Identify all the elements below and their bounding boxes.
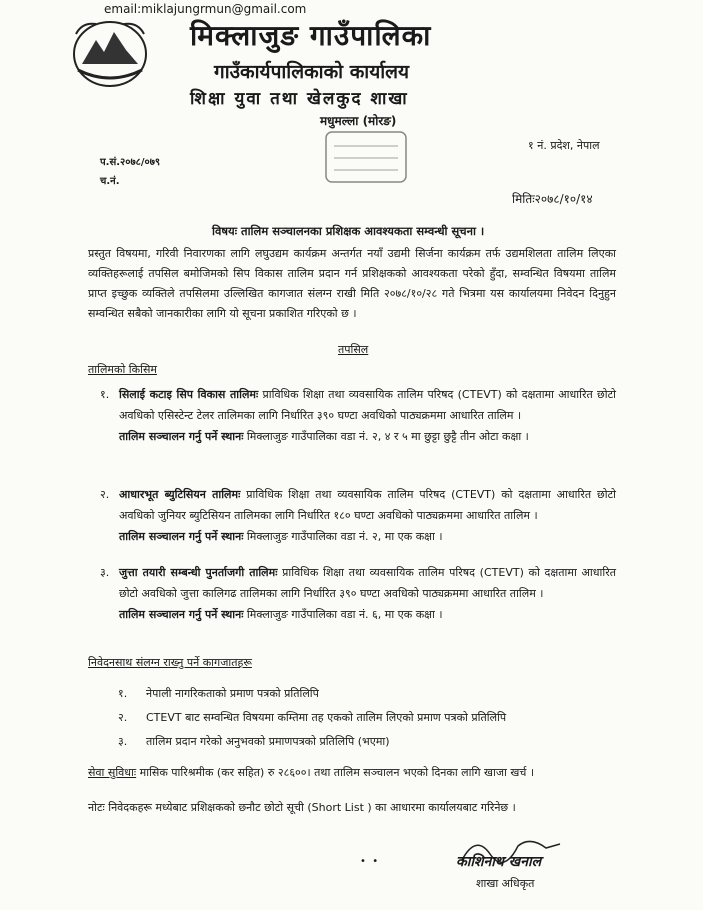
municipality-title: मिक्लाजुङ गाउँपालिका — [190, 19, 432, 52]
office-stamp — [322, 126, 410, 186]
venue-text: मिक्लाजुङ गाउँपालिका वडा नं. २, ४ र ५ मा छुट्टा छुट्टै तीन ओटा कक्षा । — [243, 430, 529, 443]
training-description: प्राविधिक शिक्षा तथा व्यवसायिक तालिम परिषद (CTEVT) को दक्षतामा आधारित छोटो अवधिको जुत्ता कालिगढ तालिमका लागि निर्धारित ३९० घण्टा अवधिको पाठ्यक्रममा आधारित तालिम । — [119, 566, 616, 600]
service-label: सेवा सुविधाः — [88, 766, 137, 779]
venue-label: तालिम सञ्चालन गर्नु पर्ने स्थानः — [119, 608, 244, 621]
documents-heading: निवेदनसाथ संलग्न राख्नु पर्ने कागजातहरू — [88, 656, 252, 669]
venue-label: तालिम सञ्चालन गर्नु पर्ने स्थानः — [119, 530, 244, 543]
address: मधुमल्ला (मोरङ) — [320, 114, 397, 128]
training-number: २. — [100, 488, 110, 501]
dispatch-number: च.नं. — [100, 176, 120, 187]
branch-title: शिक्षा युवा तथा खेलकुद शाखा — [190, 89, 409, 109]
training-name: सिलाई कटाइ सिप विकास तालिमः — [119, 388, 259, 401]
document-number: २. — [118, 711, 128, 724]
document-item — [118, 686, 319, 701]
notice-date: मितिः२०७८/१०/१४ — [512, 192, 593, 206]
document-item — [118, 734, 390, 749]
training-number: ३. — [100, 566, 110, 579]
training-item — [92, 562, 616, 625]
document-number: ३. — [118, 735, 128, 748]
emblem-logo — [68, 14, 152, 92]
service-benefits — [88, 762, 608, 783]
email: email:miklajungrmun@gmail.com — [104, 2, 307, 16]
training-item — [92, 484, 616, 547]
document-text: नेपाली नागरिकताको प्रमाण पत्रको प्रतिलिपि — [146, 687, 319, 700]
intro-paragraph: प्रस्तुत विषयमा, गरिवी निवारणका लागि लघुउद्यम कार्यक्रम अन्तर्गत नयाँ उद्यमी सिर्जना कार्यक्रम तर्फ उद्यमशिलता तालिम लिएका व्यक्तिहरूलाई तपसिल बमोजिमको सिप विकास तालिम प्रदान गर्न प्रशिक्षकको आवश्यकता परेको हुँदा, सम्वन्धित विषयमा तालिम प्राप्त इच्छुक व्यक्तिले तपसिलमा उल्लिखित कागजात संलग्न राखी मिति २०७८/१०/२८ गते भित्रमा यस कार्यालयमा निवेदन दिनुहुन सम्वन्धित सबैको जानकारीका लागि यो सूचना प्रकाशित गरिएको छ । — [88, 247, 616, 320]
training-description: प्राविधिक शिक्षा तथा व्यवसायिक तालिम परिषद (CTEVT) को दक्षतामा आधारित छोटो अवधिको एसिस्टेन्ट टेलर तालिमका लागि निर्धारित ३९० घण्टा अवधिको पाठ्यक्रममा आधारित तालिम । — [119, 388, 616, 422]
document-text: CTEVT बाट सम्वन्धित विषयमा कम्तिमा तह एकको तालिम लिएको प्रमाण पत्रको प्रतिलिपि — [146, 711, 507, 724]
training-description: प्राविधिक शिक्षा तथा व्यवसायिक तालिम परिषद (CTEVT) को दक्षतामा आधारित छोटो अवधिको जुनियर ब्युटिसियन तालिमका लागि निर्धारित १८० घण्टा अवधिको पाठ्यक्रममा आधारित तालिम । — [119, 488, 616, 522]
subject-line: विषयः तालिम सञ्चालनका प्रशिक्षक आवश्यकता सम्वन्धी सूचना । — [212, 224, 485, 238]
training-types-heading: तालिमको किसिम — [88, 363, 157, 376]
decorative-dots: • • — [360, 856, 379, 867]
document-number: १. — [118, 687, 128, 700]
reference-number: प.सं.२०७८/०७९ — [100, 157, 161, 168]
note: नोटः निवेदकहरू मध्येबाट प्रशिक्षकको छनौट छोटो सूची (Short List ) का आधारमा कार्यालयबाट गरिनेछ । — [88, 801, 516, 814]
office-title: गाउँकार्यपालिकाको कार्यालय — [214, 61, 410, 83]
venue-text: मिक्लाजुङ गाउँपालिका वडा नं. ६, मा एक कक्षा । — [243, 608, 443, 621]
signatory-title: शाखा अधिकृत — [476, 877, 535, 890]
document-item — [118, 710, 506, 725]
document-text: तालिम प्रदान गरेको अनुभवको प्रमाणपत्रको प्रतिलिपि (भएमा) — [146, 735, 390, 748]
training-number: १. — [100, 388, 110, 401]
venue-label: तालिम सञ्चालन गर्नु पर्ने स्थानः — [119, 430, 244, 443]
training-name: आधारभूत ब्युटिसियन तालिमः — [119, 488, 241, 501]
venue-text: मिक्लाजुङ गाउँपालिका वडा नं. २, मा एक कक्षा । — [243, 530, 443, 543]
details-heading: तपसिल — [338, 343, 369, 356]
province: १ नं. प्रदेश, नेपाल — [528, 139, 600, 152]
training-item — [92, 384, 616, 447]
service-text: मासिक पारिश्रमीक (कर सहित) रु २८६००। तथा तालिम सञ्चालन भएको दिनका लागि खाजा खर्च । — [136, 766, 535, 779]
signatory-name: काशिनाथ खनाल — [456, 854, 542, 870]
training-name: जुत्ता तयारी सम्बन्धी पुनर्ताजगी तालिमः — [119, 566, 278, 579]
